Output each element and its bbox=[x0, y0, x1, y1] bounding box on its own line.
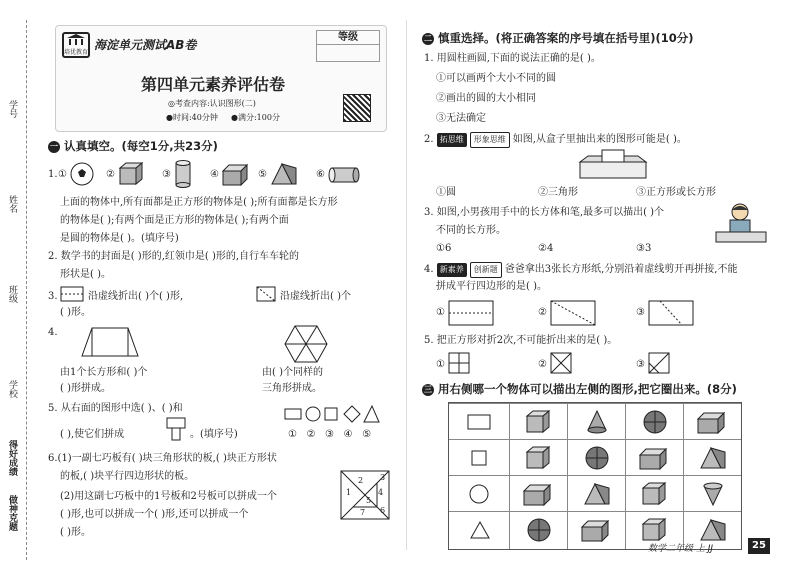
q4-hexagon-figure bbox=[284, 324, 328, 364]
q3-square-fold-icon bbox=[256, 286, 276, 302]
cuboid-icon bbox=[222, 164, 248, 186]
series-name: 海淀单元测试AB卷 bbox=[94, 38, 197, 52]
coin-stack-icon bbox=[174, 160, 192, 188]
rectangle-icon bbox=[467, 414, 491, 430]
s2-q4-option-1: ① bbox=[436, 307, 445, 318]
table-row bbox=[449, 475, 741, 512]
square-icon bbox=[471, 450, 487, 466]
s2-q2-option-1: ①圆 bbox=[436, 187, 456, 198]
q4-text-1: 由1个长方形和( )个 bbox=[60, 367, 148, 378]
s2-q4-tag-2: 创新题 bbox=[470, 262, 502, 278]
scope-text: ◎考查内容:认识图形(二) bbox=[168, 99, 256, 108]
cone-icon bbox=[703, 482, 723, 506]
section-2-icon: 二 bbox=[424, 33, 432, 43]
s2-q5-square-3 bbox=[648, 352, 670, 374]
q1-text-line-3: 是圆的物体是( )。(填序号) bbox=[60, 233, 179, 244]
q1-objects bbox=[58, 160, 358, 190]
s2-q5-option-1: ① bbox=[436, 359, 445, 370]
q1-option-3: ③ bbox=[162, 169, 171, 180]
s2-q5-square-1 bbox=[448, 352, 470, 374]
soccer-ball-icon bbox=[70, 162, 94, 186]
cuboid-icon bbox=[523, 484, 553, 506]
cuboid-icon bbox=[697, 412, 727, 434]
s2-q1-text: 1. 用圆柱画圆,下面的说法正确的是( )。 bbox=[424, 53, 601, 64]
q6-text-4: ( )形,也可以拼成一个( )形,还可以拼成一个 bbox=[60, 509, 249, 520]
q3-text-a: 沿虚线折出( )个( )形, bbox=[88, 291, 184, 302]
q5-target-shape bbox=[164, 416, 188, 442]
q4-text-2: ( )形拼成。 bbox=[60, 383, 111, 394]
table-row bbox=[449, 439, 741, 476]
check-icon: ● bbox=[231, 113, 238, 122]
section-1-title: 一 认真填空。(每空1分,共23分) bbox=[50, 139, 218, 153]
s2-q4-line-1: 4. 新素养 创新题 爸爸拿出3张长方形纸,分别沿着虚线剪开再拼接,不能 bbox=[424, 262, 737, 278]
box-figure bbox=[578, 148, 648, 180]
q1-option-6: ⑥ bbox=[316, 169, 325, 180]
q1-text-line-2: 的物体是( );有两个面是正方形的物体是( );有两个面 bbox=[60, 215, 289, 226]
s2-q4-paper-1 bbox=[448, 300, 494, 326]
prism-icon bbox=[270, 162, 298, 186]
tangram-number-7: 7 bbox=[360, 508, 366, 517]
matching-table bbox=[448, 402, 742, 550]
boy-drawing-illustration bbox=[712, 202, 768, 244]
q4-trapezoid-figure bbox=[80, 326, 140, 358]
q1-option-4: ④ bbox=[210, 169, 219, 180]
score-text: ●满分:100分 bbox=[231, 113, 280, 122]
page-number: 25 bbox=[748, 538, 770, 554]
q4-label: 4. bbox=[48, 327, 58, 338]
grade-level-box bbox=[316, 30, 380, 62]
s2-q4-option-2: ② bbox=[538, 307, 547, 318]
q5-text-3: 。(填序号) bbox=[190, 429, 238, 440]
slogan-text-2: 做神克题 bbox=[7, 495, 17, 531]
s2-q2-option-2: ②三角形 bbox=[538, 187, 578, 198]
prism-icon bbox=[699, 446, 727, 470]
q6-text-3: (2)用这副七巧板中的1号板和2号板可以拼成一个 bbox=[60, 491, 277, 502]
slogan-text: 得好成绩 bbox=[7, 440, 17, 476]
cuboid-icon bbox=[639, 448, 669, 470]
section-1-icon: 一 bbox=[50, 141, 58, 151]
s2-q4-option-3: ③ bbox=[636, 307, 645, 318]
s2-q3-text-2: 不同的长方形。 bbox=[436, 225, 506, 236]
q6-text-2: 的板,( )块平行四边形状的板。 bbox=[60, 471, 195, 482]
grade-level-label: 等级 bbox=[317, 31, 379, 45]
student-number-label: 学号 bbox=[7, 100, 17, 118]
s2-q2-line: 2. 拓思维 形象思维 如图,从盒子里抽出来的图形可能是( )。 bbox=[424, 132, 687, 148]
q3-text-c: ( )形。 bbox=[60, 307, 91, 318]
s2-q1-option-3: ③无法确定 bbox=[436, 113, 486, 124]
s2-q1-option-1: ①可以画两个大小不同的圆 bbox=[436, 73, 556, 84]
basketball-icon bbox=[643, 410, 667, 434]
tangram-number-3: 3 bbox=[380, 473, 386, 482]
s2-q2-option-3: ③正方形或长方形 bbox=[636, 187, 716, 198]
left-binding-sidebar bbox=[0, 0, 40, 576]
q1-text-line-1: 上面的物体中,所有面都是正方形的物体是( );所有面都是长方形 bbox=[60, 197, 338, 208]
rubik-cube-icon bbox=[525, 410, 551, 434]
q1-label: 1. bbox=[48, 169, 58, 180]
qr-code bbox=[343, 94, 371, 122]
tangram-number-2: 2 bbox=[358, 476, 364, 485]
q5-text-1: 5. 从右面的图形中选( )、( )和 bbox=[48, 403, 183, 414]
cone-icon bbox=[587, 410, 607, 434]
q4-text-3: 由( )个同样的 bbox=[262, 367, 323, 378]
tangram-number-6: 6 bbox=[380, 506, 386, 515]
brand-name: 培优教育 bbox=[64, 49, 89, 56]
prism-icon bbox=[699, 518, 727, 542]
s2-q3-text-1: 3. 如图,小男孩用手中的长方体和笔,最多可以描出( )个 bbox=[424, 207, 665, 218]
page-title: 第四单元素养评估卷 bbox=[141, 75, 286, 94]
q1-option-2: ② bbox=[106, 169, 115, 180]
circle-icon bbox=[469, 484, 489, 504]
q3-text-b: 沿虚线折出( )个 bbox=[280, 291, 351, 302]
q6-text-5: ( )形。 bbox=[60, 527, 91, 538]
class-label: 班级 bbox=[7, 285, 17, 303]
s2-q2-tag-2: 形象思维 bbox=[470, 132, 510, 148]
school-label: 学校 bbox=[7, 380, 17, 398]
q4-text-4: 三角形拼成。 bbox=[262, 383, 322, 394]
rubik-cube-icon bbox=[525, 446, 551, 470]
q5-option-labels: ① ② ③ ④ ⑤ bbox=[288, 429, 372, 440]
s2-q4-text-2: 拼成平行四边形的是( )。 bbox=[436, 281, 547, 292]
s2-q5-square-2 bbox=[550, 352, 572, 374]
s2-q5-option-2: ② bbox=[538, 359, 547, 370]
s2-q4-paper-2 bbox=[550, 300, 596, 326]
s2-q3-option-2: ②4 bbox=[538, 243, 554, 254]
tangram-number-5: 5 bbox=[366, 496, 372, 505]
q1-option-1: ① bbox=[58, 169, 67, 180]
prism-icon bbox=[583, 482, 611, 506]
s2-q3-option-3: ③3 bbox=[636, 243, 652, 254]
brand-logo bbox=[62, 32, 90, 58]
clock-icon: ● bbox=[166, 113, 173, 122]
section-3-icon: 三 bbox=[424, 384, 432, 394]
cuboid-icon bbox=[581, 520, 611, 542]
q2-text-line-1: 2. 数学书的封面是( )形的,红领巾是( )形的,自行车车轮的 bbox=[48, 251, 300, 262]
tangram-figure bbox=[340, 470, 390, 520]
section-2-title: 二 慎重选择。(将正确答案的序号填在括号里)(10分) bbox=[424, 31, 694, 45]
time-text: ●时间:40分钟 bbox=[166, 113, 218, 122]
q3-rectangle-fold-icon bbox=[60, 286, 84, 302]
s2-q4-paper-3 bbox=[648, 300, 694, 326]
q5-shape-options bbox=[284, 404, 380, 424]
table-row bbox=[449, 403, 741, 440]
q2-text-line-2: 形状是( )。 bbox=[60, 269, 111, 280]
rubik-cube-icon bbox=[118, 162, 144, 186]
q1-option-5: ⑤ bbox=[258, 169, 267, 180]
header-panel bbox=[55, 25, 387, 132]
q6-text-1: 6.(1)一副七巧板有( )块三角形状的板,( )块正方形状 bbox=[48, 453, 277, 464]
s2-q4-tag: 新素养 bbox=[437, 263, 467, 277]
s2-q2-tag: 拓思维 bbox=[437, 133, 467, 147]
s2-q1-option-2: ②画出的圆的大小相同 bbox=[436, 93, 536, 104]
page-divider bbox=[406, 20, 407, 550]
s2-q5-option-3: ③ bbox=[636, 359, 645, 370]
q5-text-2: ( ),使它们拼成 bbox=[60, 429, 125, 440]
tangram-number-1: 1 bbox=[346, 488, 352, 497]
triangle-icon bbox=[469, 520, 491, 540]
info-icon: ◎ bbox=[168, 99, 175, 108]
basketball-icon bbox=[585, 446, 609, 470]
name-label: 姓名 bbox=[7, 195, 17, 213]
footer-subject: 数学二年级 上 JJ bbox=[648, 544, 714, 554]
cylinder-icon bbox=[328, 166, 362, 184]
rubik-cube-icon bbox=[641, 518, 667, 542]
basketball-icon bbox=[527, 518, 551, 542]
q3-label: 3. bbox=[48, 291, 58, 302]
section-3-title: 三 用右侧哪一个物体可以描出左侧的图形,把它圈出来。(8分) bbox=[424, 382, 737, 396]
s2-q5-text: 5. 把正方形对折2次,不可能折出来的是( )。 bbox=[424, 335, 618, 346]
rubik-cube-icon bbox=[641, 482, 667, 506]
s2-q3-option-1: ①6 bbox=[436, 243, 452, 254]
tangram-number-4: 4 bbox=[378, 488, 384, 497]
